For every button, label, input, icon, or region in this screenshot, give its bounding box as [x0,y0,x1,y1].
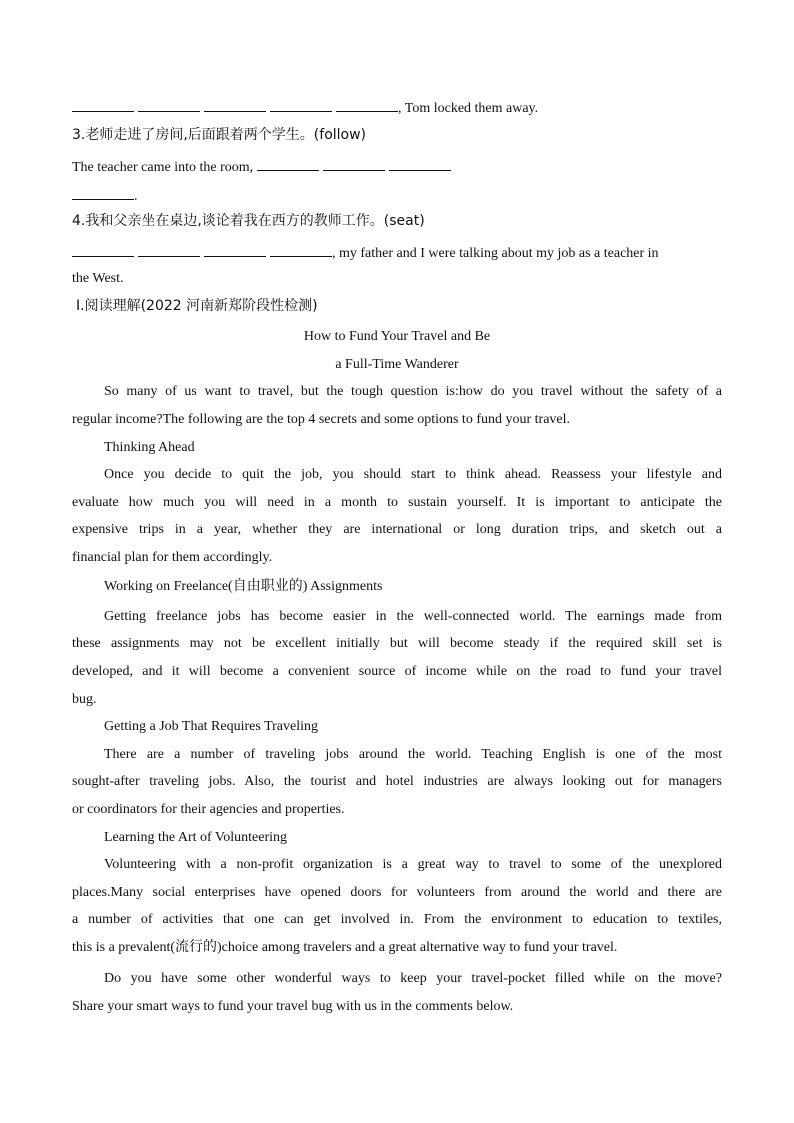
answer-blank[interactable] [270,242,332,257]
paragraph-line: a number of activities that one can get involved in. From the environment to education to textiles, [72,912,722,927]
answer-blank[interactable] [72,185,134,200]
subheading-volunteering: Learning the Art of Volunteering [104,830,287,845]
paragraph-line: sought-after traveling jobs. Also, the tourist and hotel industries are always looking out for managers [72,774,722,789]
answer-blank[interactable] [138,97,200,112]
answer-blank[interactable] [204,242,266,257]
answer-blank[interactable] [323,156,385,171]
paragraph-line: Share your smart ways to fund your travel bug with us in the comments below. [72,999,514,1014]
paragraph-line: bug. [72,692,97,707]
paragraph-line: Volunteering with a non-profit organization is a great way to travel to some of the unexplored [104,857,722,872]
answer-blank[interactable] [336,97,398,112]
q3-prompt: 3.老师走进了房间,后面跟着两个学生。(follow) [72,127,367,143]
q2-answer-line [72,97,722,118]
paragraph-line: Once you decide to quit the job, you should start to think ahead. Reassess your lifestyle and [104,467,722,482]
paragraph-line: or coordinators for their agencies and properties. [72,802,345,817]
article-title-line2: a Full-Time Wanderer [335,357,459,372]
q2-tail-text: , Tom locked them away. [398,101,539,116]
answer-blank[interactable] [389,156,451,171]
q3-end-text: . [134,189,138,204]
q4-continuation: the West. [72,271,124,286]
answer-blank[interactable] [138,242,200,257]
q4-prompt: 4.我和父亲坐在桌边,谈论着我在西方的教师工作。(seat) [72,213,425,229]
intro-line: So many of us want to travel, but the tough question is:how do you travel without the safety of a [104,384,722,399]
paragraph-line: this is a prevalent(流行的)choice among travelers and a great alternative way to fund your travel. [72,940,618,955]
paragraph-line: evaluate how much you will need in a month to sustain yourself. It is important to anticipate the [72,495,722,510]
answer-blank[interactable] [204,97,266,112]
subheading-traveling-job: Getting a Job That Requires Traveling [104,719,318,734]
paragraph-line: Do you have some other wonderful ways to keep your travel-pocket filled while on the move? [104,971,722,986]
article-title-line1: How to Fund Your Travel and Be [303,329,491,344]
intro-line: regular income?The following are the top 4 secrets and some options to fund your travel. [72,412,571,427]
subheading-freelance: Working on Freelance(自由职业的) Assignments [104,579,383,594]
q3-continuation-line [72,185,722,206]
answer-blank[interactable] [72,97,134,112]
paragraph-line: developed, and it will become a convenient source of income while on the road to fund your travel [72,664,722,679]
q4-tail-text: , my father and I were talking about my job as a teacher in [332,246,659,261]
answer-blank[interactable] [72,242,134,257]
q3-sentence-line [72,156,722,177]
q3-sentence-text: The teacher came into the room, [72,160,254,175]
section-heading: Ⅰ.阅读理解(2022 河南新郑阶段性检测) [76,298,318,314]
paragraph-line: expensive trips in a year, whether they are international or long duration trips, and sketch out a [72,522,722,537]
paragraph-line: financial plan for them accordingly. [72,550,273,565]
q4-answer-line [72,242,722,263]
subheading-thinking-ahead: Thinking Ahead [104,440,195,455]
paragraph-line: Getting freelance jobs has become easier in the well-connected world. The earnings made from [104,609,722,624]
paragraph-line: these assignments may not be excellent initially but will become steady if the required skill set is [72,636,722,651]
answer-blank[interactable] [257,156,319,171]
answer-blank[interactable] [270,97,332,112]
paragraph-line: There are a number of traveling jobs around the world. Teaching English is one of the most [104,747,722,762]
paragraph-line: places.Many social enterprises have opened doors for volunteers from around the world and there are [72,885,722,900]
